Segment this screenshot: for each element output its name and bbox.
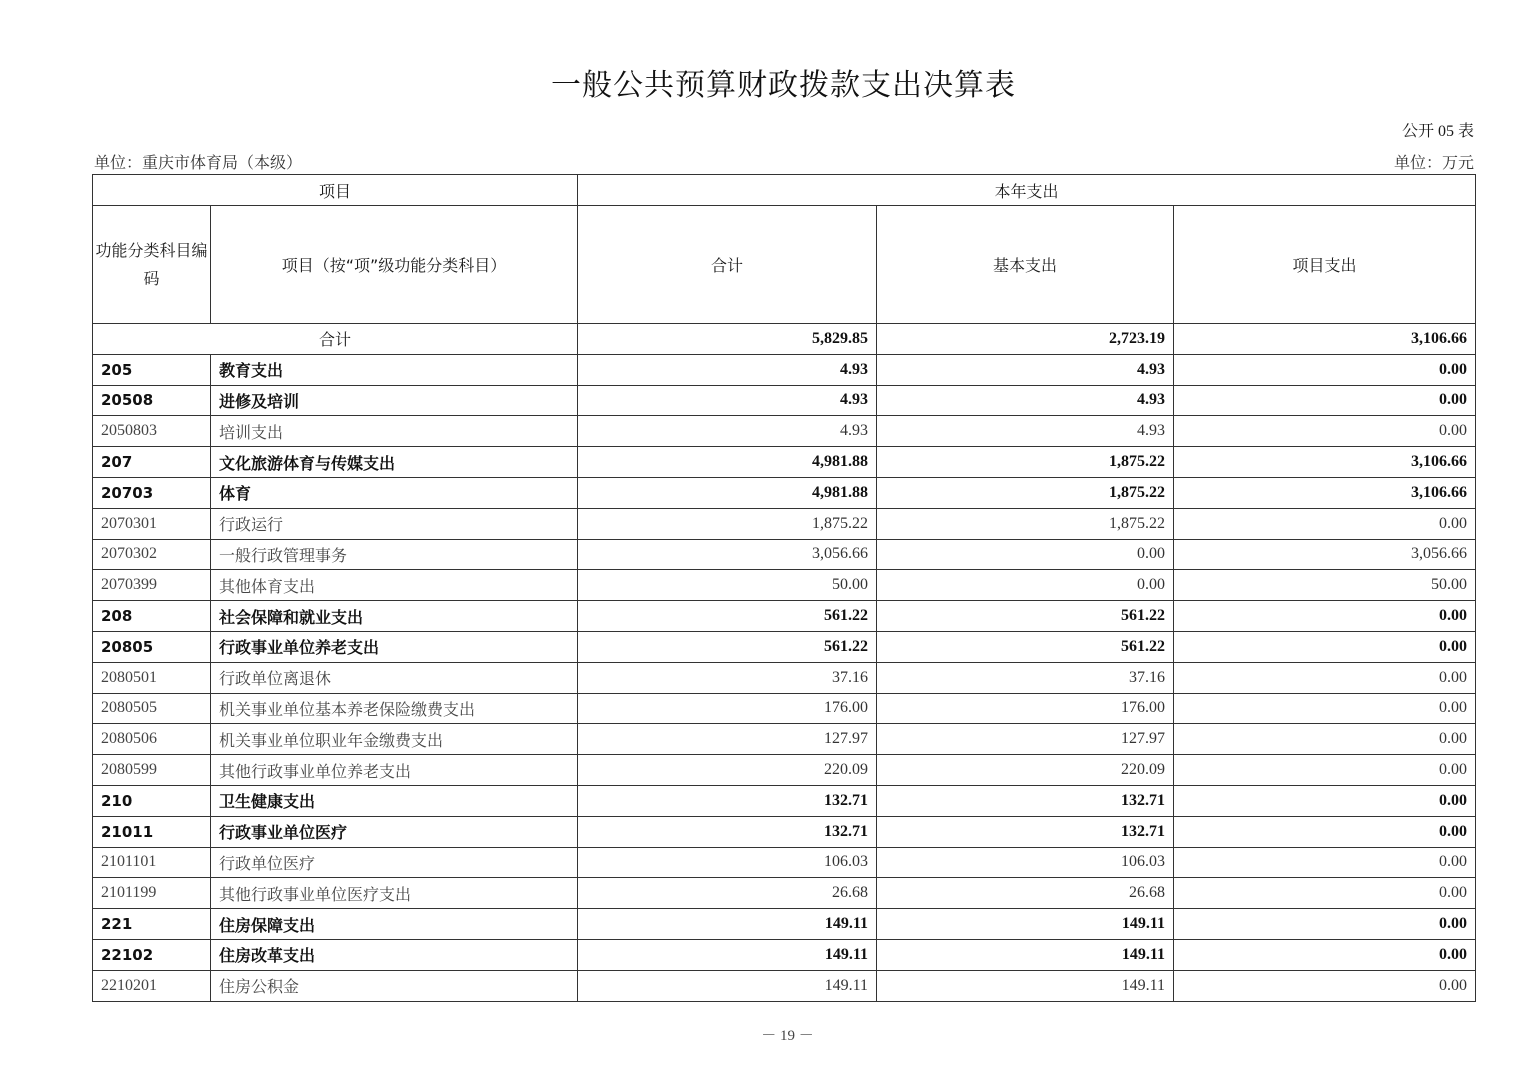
row-code: 2070302	[93, 539, 211, 570]
row-basic: 4.93	[877, 416, 1174, 447]
table-row	[93, 970, 1476, 1001]
total-basic: 2,723.19	[877, 324, 1174, 355]
row-code: 2070301	[93, 508, 211, 539]
row-total: 37.16	[578, 662, 877, 693]
row-name: 住房保障支出	[211, 909, 578, 940]
row-basic: 127.97	[877, 724, 1174, 755]
row-code: 21011	[93, 816, 211, 847]
row-total: 132.71	[578, 816, 877, 847]
row-name: 行政单位医疗	[211, 847, 578, 878]
table-row	[93, 385, 1476, 416]
row-name: 社会保障和就业支出	[211, 601, 578, 632]
total-sum: 5,829.85	[578, 324, 877, 355]
row-code: 20703	[93, 477, 211, 508]
row-project: 0.00	[1174, 693, 1476, 724]
row-total: 3,056.66	[578, 539, 877, 570]
row-code: 22102	[93, 939, 211, 970]
table-row	[93, 724, 1476, 755]
table-row	[93, 416, 1476, 447]
header-item-group: 项目	[93, 175, 578, 206]
table-row	[93, 447, 1476, 478]
row-total: 127.97	[578, 724, 877, 755]
table-row	[93, 477, 1476, 508]
table-row	[93, 693, 1476, 724]
row-project: 0.00	[1174, 939, 1476, 970]
row-project: 0.00	[1174, 909, 1476, 940]
row-project: 50.00	[1174, 570, 1476, 601]
row-name: 教育支出	[211, 354, 578, 385]
row-name: 其他体育支出	[211, 570, 578, 601]
row-basic: 149.11	[877, 970, 1174, 1001]
row-name: 其他行政事业单位医疗支出	[211, 878, 578, 909]
row-name: 文化旅游体育与传媒支出	[211, 447, 578, 478]
row-project: 0.00	[1174, 508, 1476, 539]
form-number: 公开 05 表	[1401, 123, 1474, 140]
table-row	[93, 631, 1476, 662]
row-code: 2080506	[93, 724, 211, 755]
row-code: 2210201	[93, 970, 211, 1001]
table-row	[93, 909, 1476, 940]
header-group-row	[93, 175, 1476, 206]
row-project: 0.00	[1174, 847, 1476, 878]
table-row	[93, 847, 1476, 878]
row-basic: 0.00	[877, 570, 1174, 601]
row-code: 2070399	[93, 570, 211, 601]
row-basic: 561.22	[877, 601, 1174, 632]
row-name: 机关事业单位职业年金缴费支出	[211, 724, 578, 755]
row-basic: 1,875.22	[877, 447, 1174, 478]
row-name: 体育	[211, 477, 578, 508]
row-basic: 220.09	[877, 755, 1174, 786]
row-name: 一般行政管理事务	[211, 539, 578, 570]
row-name: 行政运行	[211, 508, 578, 539]
total-label: 合计	[93, 324, 578, 355]
row-total: 561.22	[578, 601, 877, 632]
row-total: 149.11	[578, 939, 877, 970]
row-total: 220.09	[578, 755, 877, 786]
table-row	[93, 785, 1476, 816]
table-row	[93, 508, 1476, 539]
row-basic: 132.71	[877, 816, 1174, 847]
document-title: 一般公共预算财政拨款支出决算表	[551, 68, 1016, 103]
table-row	[93, 570, 1476, 601]
row-name: 行政单位离退休	[211, 662, 578, 693]
table-row	[93, 755, 1476, 786]
row-code: 208	[93, 601, 211, 632]
row-total: 4.93	[578, 354, 877, 385]
row-project: 3,106.66	[1174, 447, 1476, 478]
row-project: 0.00	[1174, 631, 1476, 662]
total-project: 3,106.66	[1174, 324, 1476, 355]
row-basic: 176.00	[877, 693, 1174, 724]
row-total: 149.11	[578, 970, 877, 1001]
row-code: 205	[93, 354, 211, 385]
table-row	[93, 539, 1476, 570]
row-project: 0.00	[1174, 816, 1476, 847]
row-total: 132.71	[578, 785, 877, 816]
row-basic: 4.93	[877, 385, 1174, 416]
row-project: 0.00	[1174, 724, 1476, 755]
header-code: 功能分类科目编码	[93, 206, 211, 324]
row-total: 106.03	[578, 847, 877, 878]
row-project: 0.00	[1174, 385, 1476, 416]
row-basic: 4.93	[877, 354, 1174, 385]
row-basic: 37.16	[877, 662, 1174, 693]
row-code: 210	[93, 785, 211, 816]
row-code: 2101101	[93, 847, 211, 878]
page-number: － 19 －	[761, 1028, 814, 1044]
table-row	[93, 662, 1476, 693]
row-name: 住房公积金	[211, 970, 578, 1001]
table-row	[93, 816, 1476, 847]
row-total: 4,981.88	[578, 477, 877, 508]
unit-currency: 单位：万元	[1393, 155, 1474, 172]
row-total: 149.11	[578, 909, 877, 940]
table-row	[93, 939, 1476, 970]
header-name: 项目（按“项”级功能分类科目）	[211, 206, 578, 324]
row-project: 0.00	[1174, 354, 1476, 385]
row-name: 住房改革支出	[211, 939, 578, 970]
row-project: 0.00	[1174, 416, 1476, 447]
row-basic: 149.11	[877, 909, 1174, 940]
header-project: 项目支出	[1174, 206, 1476, 324]
row-total: 4.93	[578, 416, 877, 447]
table-row	[93, 354, 1476, 385]
row-code: 20508	[93, 385, 211, 416]
row-name: 机关事业单位基本养老保险缴费支出	[211, 693, 578, 724]
row-name: 进修及培训	[211, 385, 578, 416]
row-project: 0.00	[1174, 785, 1476, 816]
table-row	[93, 601, 1476, 632]
row-project: 0.00	[1174, 878, 1476, 909]
header-column-row	[93, 206, 1476, 324]
row-code: 20805	[93, 631, 211, 662]
row-project: 0.00	[1174, 970, 1476, 1001]
row-basic: 26.68	[877, 878, 1174, 909]
row-total: 26.68	[578, 878, 877, 909]
row-project: 0.00	[1174, 662, 1476, 693]
row-project: 0.00	[1174, 755, 1476, 786]
row-name: 行政事业单位养老支出	[211, 631, 578, 662]
row-project: 0.00	[1174, 601, 1476, 632]
row-basic: 1,875.22	[877, 508, 1174, 539]
row-code: 2080505	[93, 693, 211, 724]
row-code: 2101199	[93, 878, 211, 909]
row-basic: 132.71	[877, 785, 1174, 816]
row-code: 2080501	[93, 662, 211, 693]
row-name: 行政事业单位医疗	[211, 816, 578, 847]
row-total: 4.93	[578, 385, 877, 416]
row-name: 卫生健康支出	[211, 785, 578, 816]
row-code: 2080599	[93, 755, 211, 786]
row-project: 3,106.66	[1174, 477, 1476, 508]
header-basic: 基本支出	[877, 206, 1174, 324]
header-expense-group: 本年支出	[578, 175, 1476, 206]
row-total: 1,875.22	[578, 508, 877, 539]
header-total: 合计	[578, 206, 877, 324]
row-basic: 106.03	[877, 847, 1174, 878]
row-basic: 149.11	[877, 939, 1174, 970]
row-total: 561.22	[578, 631, 877, 662]
total-row	[93, 324, 1476, 355]
row-name: 培训支出	[211, 416, 578, 447]
table-row	[93, 878, 1476, 909]
row-basic: 0.00	[877, 539, 1174, 570]
row-total: 4,981.88	[578, 447, 877, 478]
row-code: 2050803	[93, 416, 211, 447]
row-code: 207	[93, 447, 211, 478]
unit-organization: 单位：重庆市体育局（本级）	[94, 155, 303, 172]
expenditure-table	[92, 174, 1476, 1002]
row-project: 3,056.66	[1174, 539, 1476, 570]
row-basic: 561.22	[877, 631, 1174, 662]
row-total: 50.00	[578, 570, 877, 601]
row-name: 其他行政事业单位养老支出	[211, 755, 578, 786]
row-total: 176.00	[578, 693, 877, 724]
row-basic: 1,875.22	[877, 477, 1174, 508]
row-code: 221	[93, 909, 211, 940]
